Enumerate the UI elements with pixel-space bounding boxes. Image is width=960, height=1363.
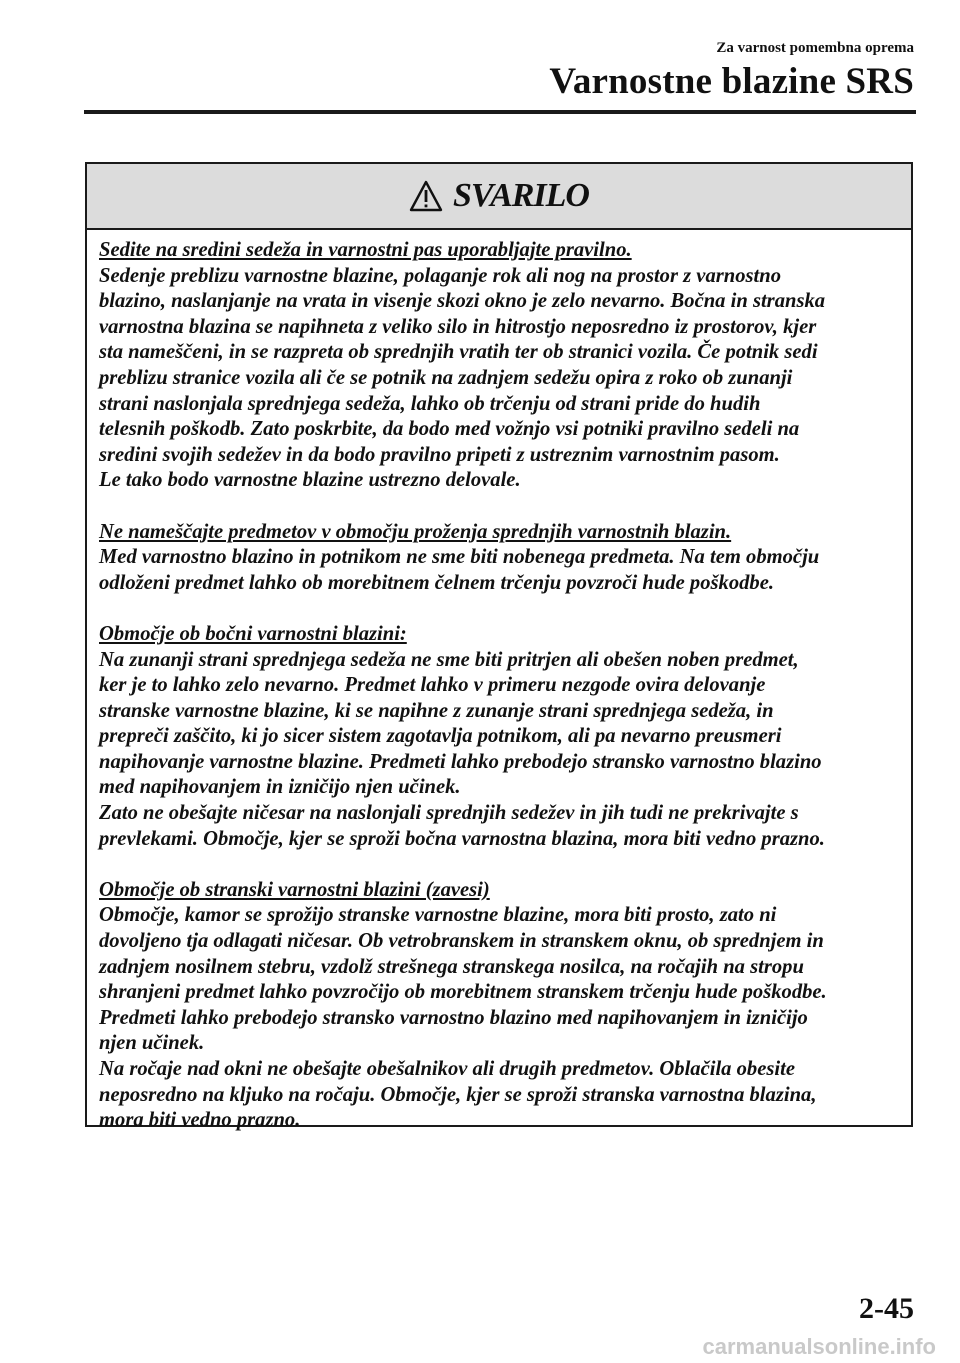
paragraph-line: prepreči zaščito, ki jo sicer sistem zagotavlja potnikom, ali pa nevarno preusmeri [99, 725, 782, 748]
paragraph-line: zadnjem nosilnem stebru, vzdolž strešnega stranskega nosilca, na ročajih na stropu [99, 955, 804, 978]
paragraph-line: telesnih poškodb. Zato poskrbite, da bodo med vožnjo vsi potniki pravilno sedeli na [99, 418, 800, 441]
paragraph-line: blazino, naslanjanje na vrata in visenje skozi okno je zelo nevarno. Bočna in stranska [99, 290, 826, 313]
warning-paragraph [99, 622, 899, 852]
paragraph-heading: Ne nameščajte predmetov v območju proženja sprednjih varnostnih blazin. [99, 520, 732, 543]
paragraph-line: stranske varnostne blazine, ki se napihne z zunanje strani sprednjega sedeža, in [99, 699, 774, 722]
paragraph-line: dovoljeno tja odlagati ničesar. Ob vetrobranskem in stranskem oknu, ob sprednjem in [99, 930, 824, 953]
section-label: Za varnost pomembna oprema [716, 40, 914, 56]
paragraph-line: Območje, kamor se sprožijo stranske varnostne blazine, mora biti prosto, zato ni [99, 904, 777, 927]
paragraph-line: Predmeti lahko prebodejo stransko varnostno blazino med napihovanjem in izničijo [99, 1006, 808, 1029]
warning-box [85, 162, 913, 1132]
warning-header [87, 164, 911, 230]
paragraph-line: Sedenje preblizu varnostne blazine, polaganje rok ali nog na prostor z varnostno [99, 264, 781, 287]
paragraph-line: Med varnostno blazino in potnikom ne sme biti nobenega predmeta. Na tem območju [99, 546, 820, 569]
page-title: Varnostne blazine SRS [549, 61, 914, 102]
warning-label: SVARILO [453, 177, 589, 214]
paragraph-line: Zato ne obešajte ničesar na naslonjali sprednjih sedežev in jih tudi ne prekrivajte s [99, 802, 799, 825]
paragraph-line: preblizu stranice vozila ali če se potnik na zadnjem sedežu opira z roko ob zunanji [99, 366, 793, 389]
paragraph-line: njen učinek. [99, 1032, 205, 1055]
paragraph-line: Le tako bodo varnostne blazine ustrezno delovale. [99, 469, 521, 492]
watermark: carmanualsonline.info [702, 1334, 936, 1359]
paragraph-line: odloženi predmet lahko ob morebitnem čelnem trčenju povzroči hude poškodbe. [99, 571, 774, 594]
paragraph-line: sta nameščeni, in se razpreta ob sprednjih vratih ter ob stranici vozila. Če potnik sedi [99, 341, 818, 364]
paragraph-line: med napihovanjem in izničijo njen učinek. [99, 776, 461, 799]
warning-paragraph [99, 878, 899, 1134]
paragraph-line: ker je to lahko zelo nevarno. Predmet lahko v primeru nezgode ovira delovanje [99, 674, 766, 697]
paragraph-heading: Območje ob bočni varnostni blazini: [99, 622, 407, 645]
paragraph-line: sredini svojih sedežev in da bodo pravilno pripeti z ustreznim varnostnim pasom. [99, 443, 780, 466]
paragraph-line: neposredno na kljuko na ročaju. Območje, kjer se sproži stranska varnostna blazina, [99, 1083, 817, 1106]
warning-paragraph [99, 238, 899, 494]
paragraph-line: varnostna blazina se napihneta z veliko silo in hitrostjo neposredno iz prostorov, kjer [99, 315, 817, 338]
paragraph-heading: Območje ob stranski varnostni blazini (zavesi) [99, 878, 490, 901]
warning-body [87, 230, 911, 1134]
page-number: 2-45 [859, 1292, 914, 1325]
paragraph-line: strani naslonjala sprednjega sedeža, lahko ob trčenju od strani pride do hudih [99, 392, 761, 415]
paragraph-line: Na ročaje nad okni ne obešajte obešalnikov ali drugih predmetov. Oblačila obesite [99, 1058, 795, 1080]
paragraph-line: Na zunanji strani sprednjega sedeža ne sme biti pritrjen ali obešen noben predmet, [99, 648, 799, 671]
warning-triangle-icon [409, 180, 443, 212]
paragraph-line: prevlekami. Območje, kjer se sproži bočna varnostna blazina, mora biti vedno prazno. [99, 827, 825, 850]
warning-paragraph [99, 520, 899, 597]
header-divider [84, 110, 916, 114]
paragraph-line: shranjeni predmet lahko povzročijo ob morebitnem stranskem trčenju hude poškodbe. [99, 981, 827, 1004]
paragraph-heading: Sedite na sredini sedeža in varnostni pas uporabljajte pravilno. [99, 239, 632, 261]
paragraph-line: napihovanje varnostne blazine. Predmeti lahko prebodejo stransko varnostno blazino [99, 750, 822, 773]
paragraph-line: mora biti vedno prazno. [99, 1109, 301, 1132]
